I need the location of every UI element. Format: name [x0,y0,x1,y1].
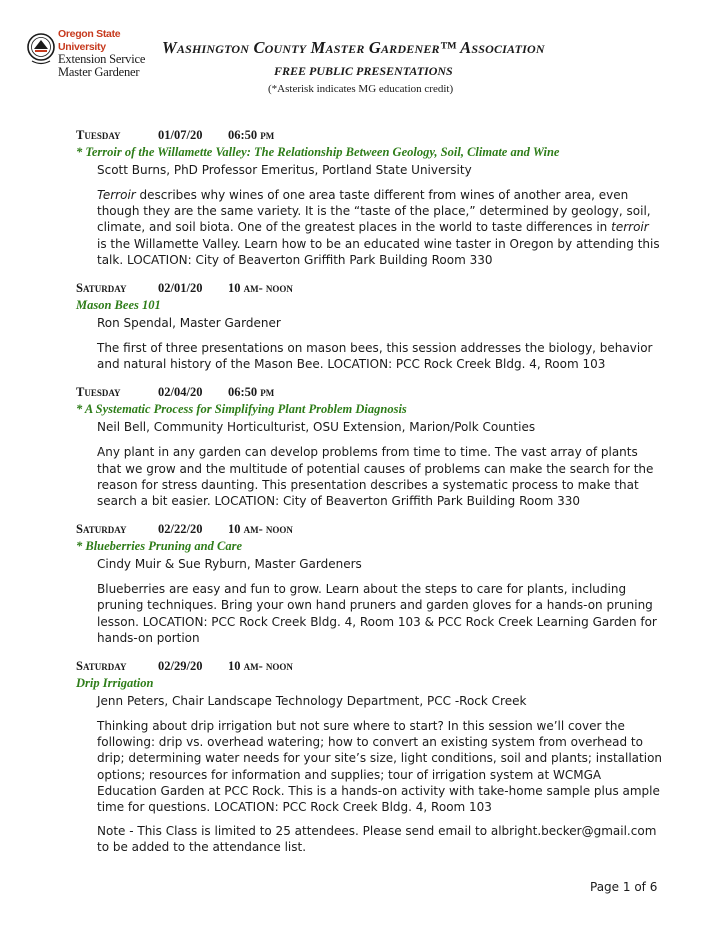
event-speaker: Neil Bell, Community Horticulturist, OSU Extension, Marion/Polk Counties [97,420,536,435]
event-description: Thinking about drip irrigation but not sure where to start? In this session we’ll cover the following: drip vs. overhead watering; how to convert an existing system from overhead to drip; determining water needs for your site’s size, light conditions, soil and plants; installation options; resources for information and supplies; tour of irrigation system at WCMGA Education Garden at PCC Rock. This is a hands-on activity with take-home sample plus ample time for questions. LOCATION: PCC Rock Creek Bldg. 4, Room 103 [97,719,663,815]
event-title: * Terroir of the Willamette Valley: The Relationship Between Geology, Soil, Climate and Wine [76,145,560,159]
desc-text: describes why wines of one area taste different from wines of another area, even though they are the same variety. It is the “taste of the place,” determined by geology, soil, climate, and soil biota. One of the greatest places in the world to taste differences in [97,188,651,235]
event-speaker: Ron Spendal, Master Gardener [97,316,281,331]
osu-seal-icon [26,30,56,68]
event-speaker: Jenn Peters, Chair Landscape Technology Department, PCC -Rock Creek [97,694,527,709]
event-meta [76,280,666,297]
desc-emphasis: Terroir [97,188,136,202]
event-title: Drip Irrigation [76,676,154,691]
desc-emphasis: terroir [611,220,649,235]
event-day: Saturday [76,522,127,537]
logo-university: Oregon State University [58,28,121,53]
event-description: Any plant in any garden can develop problems from time to time. The vast array of plants that we grow and the multitude of potential causes of problems can make the search for the reason for stress daunting. This presentation describes a systematic process to make that search a bit easier. LOCATION: City of Beaverton Griffith Park Building Room 330 [97,445,654,509]
event-item [76,521,666,646]
event-date: 02/22/20 [158,522,203,537]
event-date: 02/29/20 [158,659,203,674]
event-list [76,127,666,868]
event-day: Saturday [76,659,127,674]
event-meta [76,127,666,144]
event-title: * A Systematic Process for Simplifying Plant Problem Diagnosis [76,402,407,417]
event-meta [76,658,666,675]
event-day: Tuesday [76,385,121,400]
event-time: 06:50 pm [228,385,275,400]
event-time: 10 am- noon [228,659,293,674]
event-speaker: Scott Burns, PhD Professor Emeritus, Portland State University [97,163,472,177]
osu-extension-logo [26,28,156,79]
page-subtitle: FREE PUBLIC PRESENTATIONS [274,64,453,78]
event-date: 02/04/20 [158,385,203,400]
event-day: Saturday [76,281,127,296]
event-date: 02/01/20 [158,281,203,296]
event-item [76,384,666,509]
event-time: 10 am- noon [228,522,293,537]
event-meta [76,521,666,538]
event-time: 10 am- noon [228,281,293,296]
event-description: The first of three presentations on mason bees, this session addresses the biology, behavior and natural history of the Mason Bee. LOCATION: PCC Rock Creek Bldg. 4, Room 103 [97,341,653,372]
event-title: * Blueberries Pruning and Care [76,539,243,554]
event-speaker: Cindy Muir & Sue Ryburn, Master Gardeners [97,557,362,572]
event-description: Blueberries are easy and fun to grow. Learn about the steps to care for plants, including pruning techniques. Bring your own hand pruners and garden gloves for a hands-on pruning lesson. LOCATION: PCC Rock Creek Bldg. 4, Room 103 & PCC Rock Creek Learning Garden for hands-on portion [97,582,657,645]
event-day: Tuesday [76,128,121,142]
event-title: Mason Bees 101 [76,298,161,313]
logo-line2: Master Gardener [58,64,140,79]
event-meta [76,384,666,401]
event-date: 01/07/20 [158,128,203,142]
event-item [76,127,666,268]
logo-line1: Extension Service [58,52,146,66]
event-time: 06:50 pm [228,128,275,142]
page-number: Page 1 of 6 [590,880,658,894]
event-item [76,280,666,372]
desc-text: is the Willamette Valley. Learn how to be an educated wine taster in Oregon by attending this talk. LOCATION: City of Beaverton Griffith Park Building Room 330 [97,236,660,267]
event-note: Note - This Class is limited to 25 attendees. Please send email to albright.becker@gmail.com to be added to the attendance list. [97,824,657,855]
event-item [76,658,666,856]
event-description [97,187,662,268]
credit-note: (*Asterisk indicates MG education credit) [268,83,454,95]
page-title: Washington County Master Gardener™ Association [162,38,545,57]
